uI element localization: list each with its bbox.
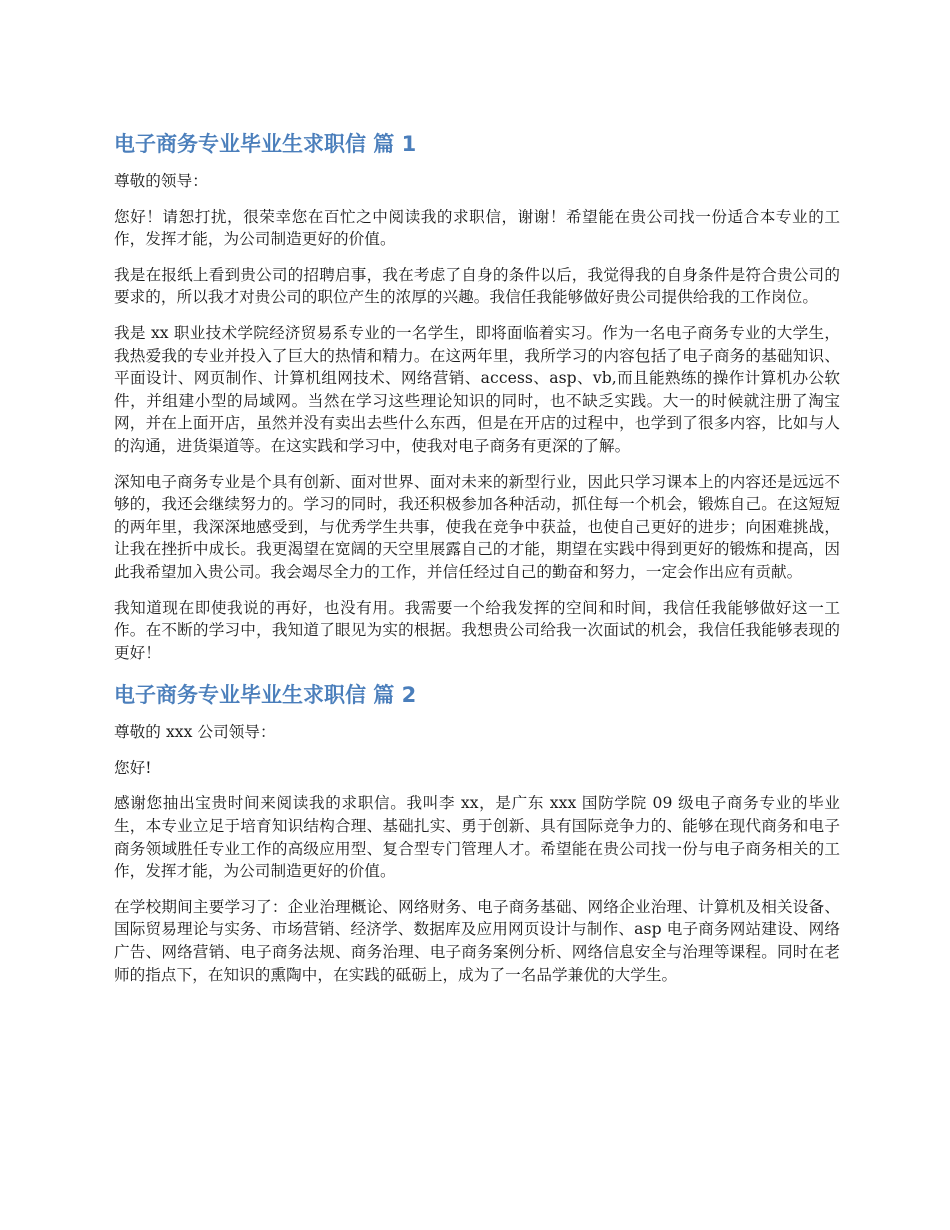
salutation-1: 尊敬的领导：	[114, 172, 208, 190]
paragraph-1-closing: 我知道现在即使我说的再好，也没有用。我需要一个给我发挥的空间和时间，我信任我能够做好这一工作。在不断的学习中，我知道了眼见为实的根据。我想贵公司给我一次面试的机会，我信任我能够表现的更好！	[114, 598, 840, 662]
paragraph-1-motivation: 我是在报纸上看到贵公司的招聘启事，我在考虑了自身的条件以后，我觉得我的自身条件是符合贵公司的要求的，所以我才对贵公司的职位产生的浓厚的兴趣。我信任我能够做好贵公司提供给我的工作岗位。	[114, 265, 840, 307]
paragraph-2-introduction: 感谢您抽出宝贵时间来阅读我的求职信。我叫李 xx，是广东 xxx 国防学院 09 级电子商务专业的毕业生，本专业立足于培育知识结构合理、基础扎实、勇于创新、具有国际竞争力的、能够在现代商务和电子商务领域胜任专业工作的高级应用型、复合型专门管理人才。希望能在贵公司找一份与电子商务相关的工作，发挥才能，为公司制造更好的价值。	[114, 794, 840, 881]
paragraph-2-greeting: 您好!	[114, 758, 152, 777]
paragraph-2-studies: 在学校期间主要学习了：企业治理概论、网络财务、电子商务基础、网络企业治理、计算机及相关设备、国际贸易理论与实务、市场营销、经济学、数据库及应用网页设计与制作、asp 电子商务网站建设、网络广告、网络营销、电子商务法规、商务治理、电子商务案例分析、网络信息安全与治理等课程。同时在老师的指点下，在知识的熏陶中，在实践的砥砺上，成为了一名品学兼优的大学生。	[114, 897, 840, 984]
salutation-2: 尊敬的 xxx 公司领导：	[114, 723, 276, 742]
paragraph-1-greeting: 您好！请恕打扰，很荣幸您在百忙之中阅读我的求职信，谢谢！希望能在贵公司找一份适合本专业的工作，发挥才能，为公司制造更好的价值。	[114, 207, 840, 249]
paragraph-1-aspiration: 深知电子商务专业是个具有创新、面对世界、面对未来的新型行业，因此只学习课本上的内容还是远远不够的，我还会继续努力的。学习的同时，我还积极参加各种活动，抓住每一个机会，锻炼自己。在这短短的两年里，我深深地感受到，与优秀学生共事，使我在竞争中获益，也使自己更好的进步；向困难挑战，让我在挫折中成长。我更渴望在宽阔的天空里展露自己的才能，期望在实践中得到更好的锻炼和提高，因此我希望加入贵公司。我会竭尽全力的工作，并信任经过自己的勤奋和努力，一定会作出应有贡献。	[114, 472, 840, 581]
document-page	[114, 126, 840, 999]
paragraph-1-background: 我是 xx 职业技术学院经济贸易系专业的一名学生，即将面临着实习。作为一名电子商务专业的大学生，我热爱我的专业并投入了巨大的热情和精力。在这两年里，我所学习的内容包括了电子商务的基础知识、 平面设计、网页制作、计算机组网技术、网络营销、access、asp、vb,而且能熟练的操作计算机办公软件，并组建小型的局域网。当然在学习这些理论知识的同时，也不缺乏实践。大一的时候就注册了淘宝网，并在上面开店，虽然并没有卖出去些什么东西，但是在开店的过程中，也学到了很多内容，比如与人的沟通，进货渠道等。在这实践和学习中，使我对电子商务有更深的了解。	[114, 323, 840, 455]
section-title-1: 电子商务专业毕业生求职信 篇 1	[114, 132, 417, 156]
section-title-2: 电子商务专业毕业生求职信 篇 2	[114, 683, 417, 708]
